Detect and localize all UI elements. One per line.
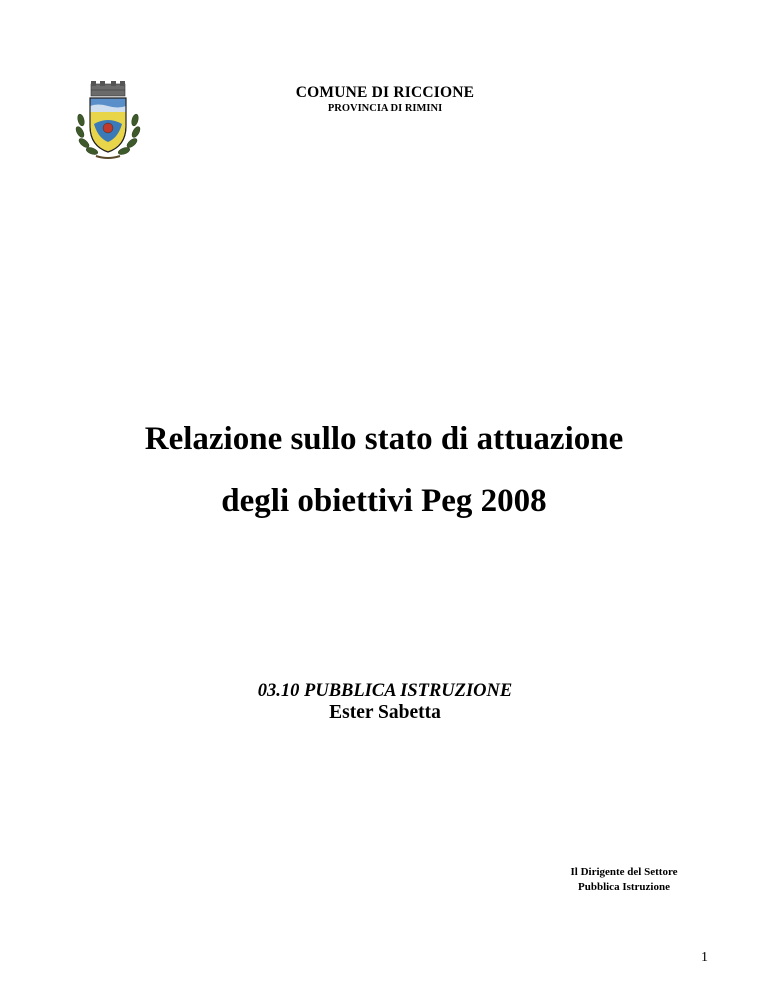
section-person: Ester Sabetta [329, 702, 441, 723]
header-organization [0, 84, 768, 116]
title-line-1: Relazione sullo stato di attuazione [144, 421, 624, 457]
section-heading [0, 680, 768, 724]
section-code: 03.10 PUBBLICA ISTRUZIONE [257, 681, 513, 701]
document-title [0, 408, 768, 532]
signature-role-line-2: Pubblica Istruzione [578, 881, 670, 893]
organization-province: PROVINCIA DI RIMINI [327, 103, 443, 114]
signature-role-line-1: Il Dirigente del Settore [570, 866, 678, 878]
title-line-2: degli obiettivi Peg 2008 [221, 483, 547, 519]
organization-name: COMUNE DI RICCIONE [295, 84, 475, 101]
signature-block [520, 865, 728, 895]
page-number: 1 [701, 950, 708, 965]
